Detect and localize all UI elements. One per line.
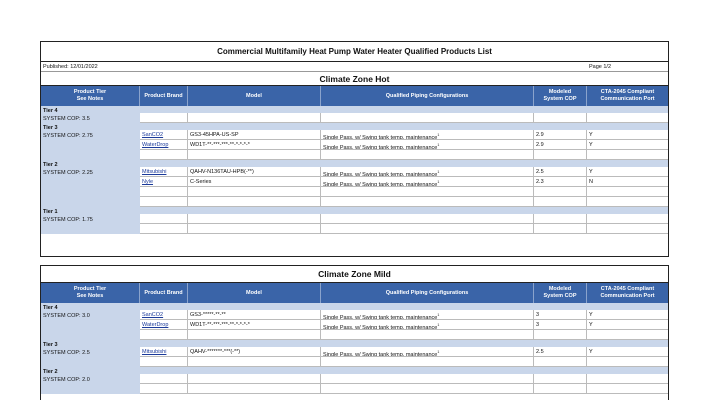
- header-tier: Product Tier See Notes: [41, 86, 140, 106]
- model-cell: C-Series: [188, 177, 321, 186]
- tier-group: [41, 207, 668, 234]
- system-cop-cell: 2.3: [534, 177, 587, 186]
- tier-rows: [140, 340, 668, 367]
- tier-group: [41, 303, 668, 340]
- table-row: [140, 310, 668, 320]
- header-cop: Modeled System COP: [534, 283, 587, 303]
- model-cell: QAHV-*******-***(-**): [188, 347, 321, 356]
- product-brand-cell: [140, 140, 188, 149]
- piping-text: Single Pass, w/ Swing tank temp. maintenance: [323, 134, 438, 139]
- model-cell: [188, 150, 321, 159]
- cta-port-cell: [587, 374, 668, 383]
- piping-cell: [321, 310, 534, 319]
- tier-system-cop: SYSTEM COP: 1.75: [43, 217, 93, 223]
- table-header: [41, 283, 668, 303]
- system-cop-cell: [534, 384, 587, 393]
- cta-port-cell: [587, 150, 668, 159]
- cta-port-cell: [587, 187, 668, 196]
- system-cop-cell: [534, 214, 587, 223]
- cta-port-cell: Y: [589, 349, 593, 355]
- cta-port-cell: Y: [589, 142, 593, 148]
- document-title: Commercial Multifamily Heat Pump Water Heater Qualified Products List: [41, 42, 668, 62]
- model-cell: WD1T-**-***-***-**-*-*-*-*: [188, 140, 321, 149]
- piping-cell: [321, 177, 534, 186]
- tier-name: Tier 4: [43, 108, 58, 114]
- table-row: [140, 384, 668, 394]
- tier-name: Tier 3: [43, 342, 58, 348]
- piping-cell: [321, 384, 534, 393]
- cta-port-cell: N: [589, 179, 593, 185]
- piping-text: Single Pass, w/ Swing tank temp. maintenance: [323, 324, 438, 329]
- header-brand: Product Brand: [140, 283, 188, 303]
- model-cell: WD1T-**-***-***-**-*-*-*-*: [188, 320, 321, 329]
- tier-band: [140, 303, 668, 310]
- table-row: [140, 214, 668, 224]
- header-cta: CTA-2045 Compliant Communication Port: [600, 286, 655, 299]
- tier-band: [140, 340, 668, 347]
- tier-name: Tier 2: [43, 162, 58, 168]
- product-brand-cell: [140, 357, 188, 366]
- system-cop-cell: [534, 224, 587, 233]
- system-cop-cell: [534, 113, 587, 122]
- piping-cell: [321, 374, 534, 383]
- tier-name: Tier 1: [43, 209, 58, 215]
- product-brand-cell: [140, 384, 188, 393]
- table-row: [140, 140, 668, 150]
- mild-zone-table: [40, 265, 669, 400]
- tier-system-cop: SYSTEM COP: 2.0: [43, 377, 90, 383]
- tier-group: [41, 340, 668, 367]
- table-row: [140, 177, 668, 187]
- cta-port-cell: [587, 330, 668, 339]
- system-cop-cell: 2.5: [534, 347, 587, 356]
- tier-group: [41, 160, 668, 207]
- model-cell: [188, 214, 321, 223]
- tier-list: [41, 106, 668, 234]
- model-cell: [188, 224, 321, 233]
- table-row: [140, 150, 668, 160]
- table-row: [140, 357, 668, 367]
- tier-name: Tier 2: [43, 369, 58, 375]
- product-brand-cell: [140, 224, 188, 233]
- tier-rows: [140, 303, 668, 340]
- tier-system-cop: SYSTEM COP: 2.25: [43, 170, 93, 176]
- footnote-marker: 1: [437, 323, 440, 327]
- tier-system-cop: SYSTEM COP: 2.75: [43, 133, 93, 139]
- tier-group: [41, 106, 668, 123]
- piping-cell: [321, 330, 534, 339]
- cta-port-cell: [587, 197, 668, 206]
- header-piping: Qualified Piping Configurations: [321, 86, 534, 106]
- table-row: [140, 320, 668, 330]
- header-model: Model: [188, 86, 321, 106]
- piping-cell: [321, 113, 534, 122]
- piping-cell: [321, 357, 534, 366]
- product-brand-cell: [140, 177, 188, 186]
- tier-band: [140, 106, 668, 113]
- header-cop: Modeled System COP: [534, 86, 587, 106]
- piping-cell: [321, 167, 534, 176]
- product-brand-cell: [140, 113, 188, 122]
- tier-system-cop: SYSTEM COP: 3.5: [43, 116, 90, 122]
- tier-label: [41, 340, 140, 367]
- tier-name: Tier 3: [43, 125, 58, 131]
- model-cell: [188, 113, 321, 122]
- product-brand-cell: [140, 130, 188, 139]
- system-cop-cell: [534, 197, 587, 206]
- table-row: [140, 224, 668, 234]
- system-cop-cell: 2.5: [534, 167, 587, 176]
- piping-text: Single Pass, w/ Swing tank temp. maintenance: [323, 171, 438, 176]
- footnote-marker: 1: [437, 313, 440, 317]
- model-cell: [188, 384, 321, 393]
- tier-system-cop: SYSTEM COP: 3.0: [43, 313, 90, 319]
- tier-label: [41, 207, 140, 234]
- cta-port-cell: Y: [589, 322, 593, 328]
- system-cop-cell: 3: [534, 310, 587, 319]
- cta-port-cell: [587, 384, 668, 393]
- header-tier: Product Tier See Notes: [41, 283, 140, 303]
- footnote-marker: 1: [437, 350, 440, 354]
- page-number: Page 1/2: [589, 64, 612, 70]
- cta-port-cell: [587, 113, 668, 122]
- model-cell: [188, 374, 321, 383]
- cta-port-cell: [587, 357, 668, 366]
- product-brand-link[interactable]: SanCO2: [142, 312, 164, 318]
- tier-rows: [140, 106, 668, 123]
- model-cell: GS3-*****-**-**: [188, 310, 321, 319]
- model-cell: [188, 187, 321, 196]
- table-row: [140, 130, 668, 140]
- tier-label: [41, 303, 140, 340]
- model-cell: [188, 330, 321, 339]
- product-brand-cell: [140, 347, 188, 356]
- system-cop-cell: [534, 330, 587, 339]
- tier-band: [140, 367, 668, 374]
- piping-cell: [321, 150, 534, 159]
- table-row: [140, 197, 668, 207]
- piping-cell: [321, 224, 534, 233]
- model-cell: [188, 197, 321, 206]
- footnote-marker: 1: [437, 180, 440, 184]
- tier-label: [41, 123, 140, 160]
- tier-group: [41, 123, 668, 160]
- piping-cell: [321, 197, 534, 206]
- tier-list: [41, 303, 668, 394]
- header-model: Model: [188, 283, 321, 303]
- product-brand-link[interactable]: SanCO2: [142, 132, 164, 138]
- product-brand-cell: [140, 330, 188, 339]
- tier-rows: [140, 367, 668, 394]
- cta-port-cell: Y: [589, 132, 593, 138]
- piping-text: Single Pass, w/ Swing tank temp. maintenance: [323, 181, 438, 186]
- cta-port-cell: Y: [589, 169, 593, 175]
- header-brand: Product Brand: [140, 86, 188, 106]
- product-brand-link[interactable]: WaterDrop: [142, 142, 169, 148]
- table-row: [140, 330, 668, 340]
- system-cop-cell: [534, 187, 587, 196]
- header-piping: Qualified Piping Configurations: [321, 283, 534, 303]
- product-brand-link[interactable]: Nyle: [142, 179, 154, 185]
- table-row: [140, 347, 668, 357]
- cta-port-cell: [587, 224, 668, 233]
- model-cell: GS3-45HPA-US-SP: [188, 130, 321, 139]
- system-cop-cell: 2.9: [534, 140, 587, 149]
- system-cop-cell: [534, 374, 587, 383]
- footnote-marker: 1: [437, 143, 440, 147]
- product-brand-link[interactable]: Mitsubishi: [142, 169, 167, 175]
- product-brand-link[interactable]: Mitsubishi: [142, 349, 167, 355]
- piping-cell: [321, 214, 534, 223]
- product-brand-cell: [140, 374, 188, 383]
- product-brand-cell: [140, 214, 188, 223]
- piping-cell: [321, 140, 534, 149]
- tier-band: [140, 123, 668, 130]
- tier-rows: [140, 123, 668, 160]
- header-cta: CTA-2045 Compliant Communication Port: [600, 89, 655, 102]
- cta-port-cell: Y: [589, 312, 593, 318]
- piping-cell: [321, 320, 534, 329]
- piping-text: Single Pass, w/ Swing tank temp. maintenance: [323, 351, 438, 356]
- product-brand-cell: [140, 320, 188, 329]
- system-cop-cell: [534, 357, 587, 366]
- tier-name: Tier 4: [43, 305, 58, 311]
- product-brand-cell: [140, 310, 188, 319]
- hot-zone-table: [40, 41, 669, 257]
- system-cop-cell: 3: [534, 320, 587, 329]
- system-cop-cell: [534, 150, 587, 159]
- tier-rows: [140, 207, 668, 234]
- table-header: [41, 86, 668, 106]
- publication-row: [41, 62, 668, 72]
- zone-title: Climate Zone Mild: [41, 266, 668, 283]
- published-date: Published: 12/01/2022: [43, 64, 98, 70]
- product-brand-link[interactable]: WaterDrop: [142, 322, 169, 328]
- product-brand-cell: [140, 187, 188, 196]
- footnote-marker: 1: [437, 170, 440, 174]
- tier-label: [41, 367, 140, 394]
- piping-cell: [321, 347, 534, 356]
- tier-band: [140, 160, 668, 167]
- tier-band: [140, 207, 668, 214]
- system-cop-cell: 2.9: [534, 130, 587, 139]
- table-row: [140, 187, 668, 197]
- piping-text: Single Pass, w/ Swing tank temp. maintenance: [323, 144, 438, 149]
- footnote-marker: 1: [437, 133, 440, 137]
- piping-cell: [321, 187, 534, 196]
- product-brand-cell: [140, 150, 188, 159]
- model-cell: QAHV-N136TAU-HPB(-**): [188, 167, 321, 176]
- piping-cell: [321, 130, 534, 139]
- tier-system-cop: SYSTEM COP: 2.5: [43, 350, 90, 356]
- table-row: [140, 167, 668, 177]
- product-brand-cell: [140, 167, 188, 176]
- tier-group: [41, 367, 668, 394]
- tier-label: [41, 160, 140, 207]
- model-cell: [188, 357, 321, 366]
- cta-port-cell: [587, 214, 668, 223]
- piping-text: Single Pass, w/ Swing tank temp. maintenance: [323, 314, 438, 319]
- zone-title: Climate Zone Hot: [41, 72, 668, 86]
- product-brand-cell: [140, 197, 188, 206]
- tier-rows: [140, 160, 668, 207]
- tier-label: [41, 106, 140, 123]
- table-row: [140, 113, 668, 123]
- table-row: [140, 374, 668, 384]
